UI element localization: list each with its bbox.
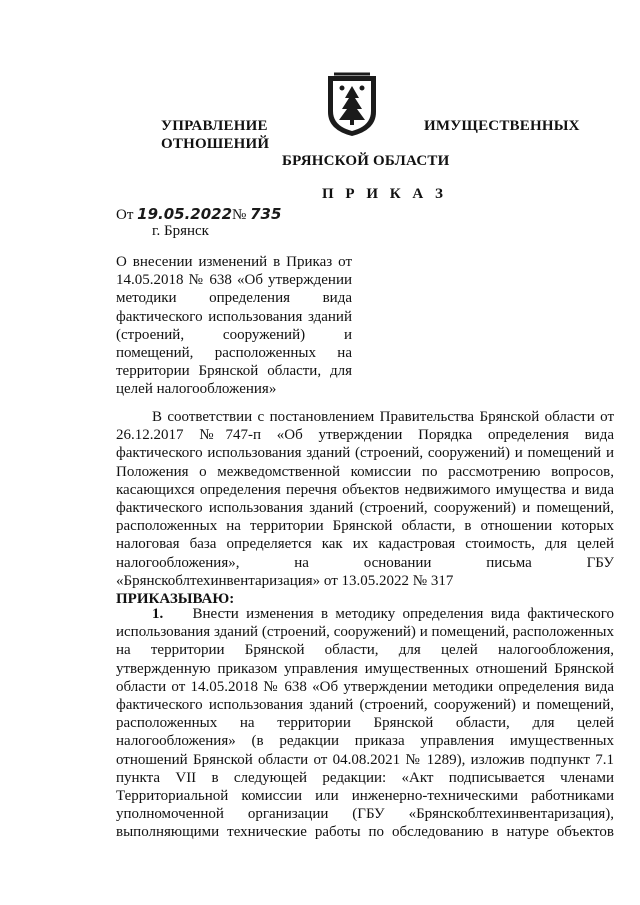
number-sign: № — [232, 207, 247, 223]
item-line: выполняющими технические работы по обследованию в натуре объектов — [116, 824, 614, 841]
paragraph-line: налоговая база определяется как их кадастровая стоимость, для целей — [116, 536, 614, 553]
item-line: использования зданий (строений, сооружений) и помещений, расположенных — [116, 624, 614, 641]
subject-line: целей налогообложения» — [116, 381, 277, 398]
number-handwritten: 735 — [250, 205, 282, 223]
paragraph-line: расположенных на территории Брянской области, в отношении которых — [116, 518, 614, 535]
order-word: ПРИКАЗЫВАЮ: — [116, 591, 235, 607]
subject-line: методики определения вида — [116, 290, 352, 307]
paragraph-line: В соответствии с постановлением Правительства Брянской области от — [152, 409, 614, 425]
item-line: расположенных на территории Брянской области, для целей — [116, 715, 614, 732]
item-first-text: Внести изменения в методику определения вида фактического — [192, 606, 614, 622]
paragraph-line: касающихся определения перечня объектов недвижимого имущества и вида — [116, 481, 614, 498]
subject-line: территории Брянской области, для — [116, 363, 352, 380]
order-item-1 — [116, 605, 614, 842]
item-line: отношений Брянской области от 04.08.2021 № 1289), изложив подпункт 7.1 — [116, 751, 614, 768]
item-line: пункта VII в следующей редакции: «Акт подписывается членами — [116, 769, 614, 786]
subject-line: помещений, расположенных на — [116, 345, 352, 362]
org-name-line1-right: ИМУЩЕСТВЕННЫХ — [424, 118, 580, 134]
item-line: утвержденную приказом управления имущественных отношений Брянской — [116, 660, 614, 677]
date-prefix: От — [116, 207, 134, 223]
city: г. Брянск — [152, 223, 209, 239]
org-name-line1-left: УПРАВЛЕНИЕ — [161, 118, 268, 134]
item-line: фактического использования зданий (строений, сооружений) и помещений, — [116, 697, 614, 714]
org-name-line3: БРЯНСКОЙ ОБЛАСТИ — [282, 153, 450, 169]
preamble-paragraph — [116, 408, 614, 590]
item-line: налогообложения» (в редакции приказа управления имущественных — [116, 733, 614, 750]
item-first-line — [116, 605, 614, 623]
subject-line: 14.05.2018 № 638 «Об утверждении — [116, 272, 352, 289]
item-line: уполномоченной организации (ГБУ «Брянскоблтехинвентаризация), — [116, 806, 614, 823]
paragraph-line: фактического использования зданий (строений, сооружений) и помещений и — [116, 445, 614, 462]
org-name-line2: ОТНОШЕНИЙ — [161, 136, 270, 152]
document-title: П Р И К А З — [322, 186, 447, 202]
subject-line: (строений, сооружений) и — [116, 326, 352, 343]
item-line: на территории Брянской области, для целей налогообложения, — [116, 642, 614, 659]
paragraph-line: Положения о межведомственной комиссии по рассмотрению вопросов, — [116, 463, 614, 480]
item-number: 1. — [152, 606, 164, 622]
subject-line: фактического использования зданий — [116, 308, 352, 325]
paragraph-line: «Брянскоблтехинвентаризация» от 13.05.2022 № 317 — [116, 572, 454, 589]
paragraph-line: 26.12.2017 №747-п «Об утверждении Порядка определения вида — [116, 427, 614, 444]
subject-line: О внесении изменений в Приказ от — [116, 254, 352, 270]
date-handwritten: 19.05.2022 — [137, 205, 233, 223]
subject-block — [116, 253, 352, 399]
coat-of-arms-icon — [324, 72, 380, 138]
item-line: области от 14.05.2018 № 638 «Об утверждении методики определения вида — [116, 678, 614, 695]
paragraph-line: налогообложения», на основании письма ГБУ — [116, 554, 614, 571]
paragraph-line: фактического использования зданий (строений, сооружений) и помещений, — [116, 500, 614, 517]
item-line: Территориальной комиссии или инженерно-техническими работниками — [116, 788, 614, 805]
